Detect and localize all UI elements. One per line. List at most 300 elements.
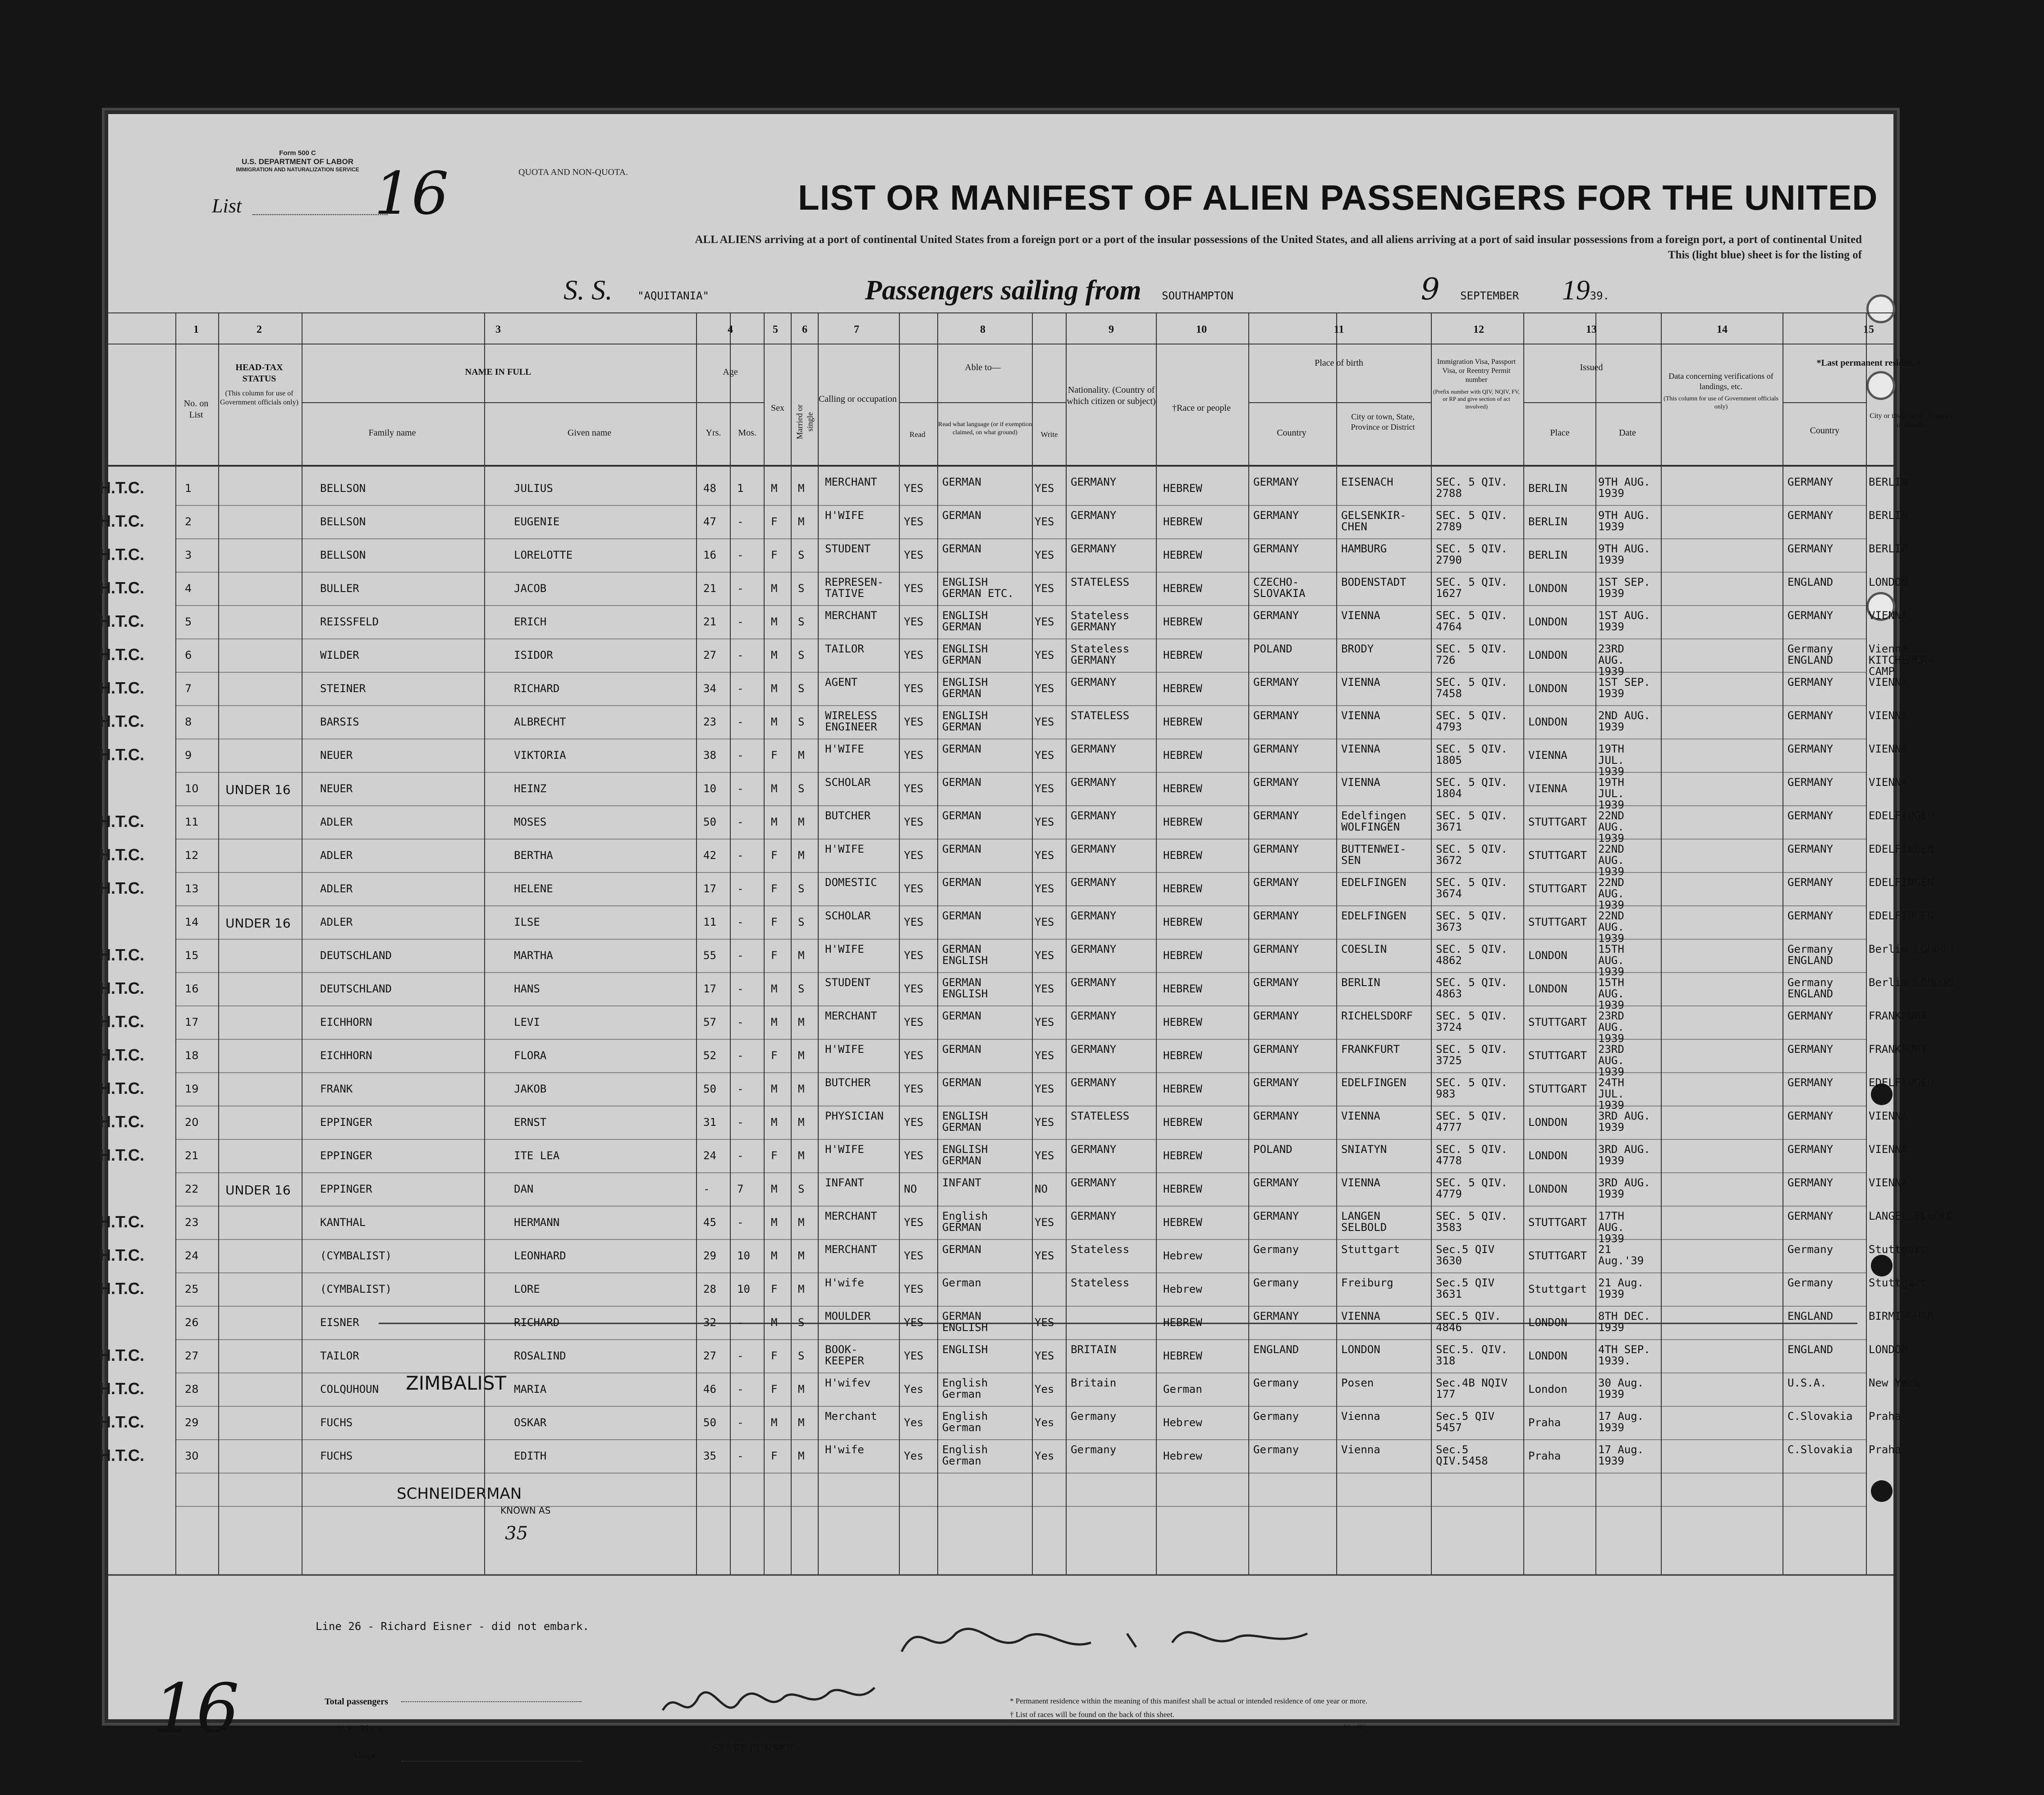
birth-country: GERMANY xyxy=(1253,476,1299,488)
race: HEBREW xyxy=(1163,1149,1202,1162)
age-years: 29 xyxy=(703,1249,716,1262)
can-write: YES xyxy=(1035,1083,1054,1095)
sex: F xyxy=(771,1450,778,1462)
can-read: YES xyxy=(904,1016,924,1028)
family-name: BULLER xyxy=(320,582,359,595)
read-language: GERMAN ENGLISH xyxy=(942,1310,988,1334)
head-tax-status: UNDER 16 xyxy=(225,916,291,931)
age-years: 50 xyxy=(703,1083,716,1095)
race: HEBREW xyxy=(1163,716,1202,728)
htc-stamp: H.T.C. xyxy=(99,1146,145,1164)
can-read: YES xyxy=(904,1116,924,1129)
sex: F xyxy=(771,882,778,895)
given-name: JACOB xyxy=(514,582,547,595)
residence-country: GERMANY xyxy=(1787,609,1833,622)
residence-city: EDELFINGEN xyxy=(1869,1076,1934,1089)
race: HEBREW xyxy=(1163,549,1202,561)
family-name: BARSIS xyxy=(320,716,359,728)
birth-city: SNIATYN xyxy=(1341,1143,1387,1156)
birth-country: GERMANY xyxy=(1253,1110,1299,1122)
marital-status: M xyxy=(798,1116,805,1129)
row-number: 7 xyxy=(185,682,192,695)
header-no-on-list: No. on List xyxy=(183,399,209,420)
residence-country: Germany ENGLAND xyxy=(1787,643,1833,667)
birth-country: GERMANY xyxy=(1253,676,1299,689)
age-months: - xyxy=(737,882,744,895)
residence-city: EDELFINGEN xyxy=(1869,876,1934,889)
age-years: 27 xyxy=(703,649,716,661)
birth-country: GERMANY xyxy=(1253,709,1299,722)
issued-place: Stuttgart xyxy=(1528,1283,1587,1295)
column-number: 12 xyxy=(1473,324,1484,335)
read-language: GERMAN xyxy=(942,1243,981,1256)
birth-country: GERMANY xyxy=(1253,809,1299,822)
family-name: REISSFELD xyxy=(320,615,379,628)
table-row xyxy=(99,808,1934,845)
age-years: 23 xyxy=(703,716,716,728)
occupation: AGENT xyxy=(825,676,858,689)
given-name: RICHARD xyxy=(514,1316,560,1329)
table-row xyxy=(99,1142,1908,1175)
visa-number: SEC. 5 QIV. 2788 xyxy=(1436,476,1508,500)
row-number: 1 xyxy=(185,482,192,495)
residence-country: ENGLAND xyxy=(1787,576,1833,588)
header-yrs: Yrs. xyxy=(706,428,721,438)
header-issued-place: Place xyxy=(1550,428,1570,438)
residence-country: C.Slovakia xyxy=(1787,1410,1853,1423)
issued-date: 1ST SEP. 1939 xyxy=(1598,576,1650,600)
marital-status: S xyxy=(798,982,805,995)
can-read: YES xyxy=(904,749,924,762)
birth-country: Germany xyxy=(1253,1276,1299,1289)
race: HEBREW xyxy=(1163,515,1202,528)
age-years: 55 xyxy=(703,949,716,962)
age-years: 46 xyxy=(703,1383,716,1396)
issued-place: VIENNA xyxy=(1528,749,1567,762)
visa-number: SEC. 5 QIV. 3724 xyxy=(1436,1010,1508,1034)
table-row xyxy=(99,508,1908,542)
residence-city: New York xyxy=(1869,1377,1921,1389)
sex: M xyxy=(771,1116,778,1129)
can-write: YES xyxy=(1035,949,1054,962)
birth-country: GERMANY xyxy=(1253,609,1299,622)
can-write: YES xyxy=(1035,1316,1054,1329)
sex: M xyxy=(771,682,778,695)
header-given-name: Given name xyxy=(567,428,612,438)
occupation: H'WIFE xyxy=(825,1043,864,1056)
issued-date: 9TH AUG. 1939 xyxy=(1598,542,1650,567)
table-row xyxy=(108,1175,1908,1209)
can-read: YES xyxy=(904,916,924,928)
column-number: 11 xyxy=(1334,324,1344,335)
issued-place: LONDON xyxy=(1528,1116,1567,1129)
occupation: PHYSICIAN xyxy=(825,1110,884,1122)
residence-country: GERMANY xyxy=(1787,1076,1833,1089)
table-row xyxy=(99,542,1908,575)
marital-status: M xyxy=(798,1216,805,1229)
can-write: YES xyxy=(1035,582,1054,595)
htc-stamp: H.T.C. xyxy=(99,645,145,664)
birth-city: Edelfingen WOLFINGEN xyxy=(1341,809,1407,834)
age-months: - xyxy=(737,1016,744,1028)
can-read: YES xyxy=(904,849,924,862)
sex: F xyxy=(771,515,778,528)
subtitle-line-2: This (light blue) sheet is for the listing of xyxy=(1668,248,1862,261)
issued-date: 21 Aug.'39 xyxy=(1598,1243,1644,1267)
ss-label: S. S. xyxy=(564,275,613,306)
staff-purser-label: STAFF PURSER. xyxy=(712,1742,797,1755)
age-years: 38 xyxy=(703,749,716,762)
given-name: MARTHA xyxy=(514,949,553,962)
issued-date: 3RD AUG. 1939 xyxy=(1598,1176,1650,1201)
htc-stamp: H.T.C. xyxy=(99,679,145,697)
read-language: GERMAN ENGLISH xyxy=(942,976,988,1001)
can-read: NO xyxy=(904,1183,917,1195)
table-row xyxy=(99,875,1934,912)
htc-stamp: H.T.C. xyxy=(99,1079,145,1097)
can-write: YES xyxy=(1035,515,1054,528)
issued-place: BERLIN xyxy=(1528,549,1567,561)
race: HEBREW xyxy=(1163,1350,1202,1362)
issued-date: 9TH AUG. 1939 xyxy=(1598,509,1650,533)
birth-country: GERMANY xyxy=(1253,943,1299,955)
nationality: GERMANY xyxy=(1071,509,1117,522)
family-name: EPPINGER xyxy=(320,1183,372,1195)
family-name: BELLSON xyxy=(320,482,366,495)
row-number: 16 xyxy=(185,982,199,995)
table-row xyxy=(99,1009,1928,1045)
occupation: MERCHANT xyxy=(825,1210,877,1222)
issued-place: Praha xyxy=(1528,1450,1561,1462)
header-place-of-birth: Place of birth xyxy=(1315,358,1363,368)
sailing-month: SEPTEMBER xyxy=(1460,289,1519,302)
visa-number: Sec.5 QIV 5457 xyxy=(1436,1410,1495,1434)
sex: M xyxy=(771,1183,778,1195)
htc-stamp: H.T.C. xyxy=(99,545,145,564)
row-number: 10 xyxy=(185,782,199,795)
family-name: EPPINGER xyxy=(320,1149,372,1162)
residence-country: GERMANY xyxy=(1787,809,1833,822)
row-number: 4 xyxy=(185,582,192,595)
occupation: Merchant xyxy=(825,1410,877,1423)
residence-city: VIENNA xyxy=(1869,1143,1908,1156)
can-read: YES xyxy=(904,949,924,962)
read-language: GERMAN xyxy=(942,876,981,889)
can-write: YES xyxy=(1035,816,1054,828)
table-row xyxy=(99,575,1908,608)
list-label: List xyxy=(212,195,242,217)
birth-city: EISENACH xyxy=(1341,476,1393,488)
table-row xyxy=(108,909,1934,945)
residence-country: GERMANY xyxy=(1787,743,1833,755)
row-number: 5 xyxy=(185,615,192,628)
issued-place: LONDON xyxy=(1528,1350,1567,1362)
visa-number: SEC. 5 QIV. 4793 xyxy=(1436,709,1508,734)
visa-number: SEC.5 QIV. 4846 xyxy=(1436,1310,1501,1334)
age-months: - xyxy=(737,716,744,728)
nationality: GERMANY xyxy=(1071,1043,1117,1056)
department: U.S. DEPARTMENT OF LABOR xyxy=(241,157,354,166)
issued-date: 22ND AUG. 1939 xyxy=(1598,909,1624,945)
family-name: FRANK xyxy=(320,1083,353,1095)
read-language: ENGLISH GERMAN xyxy=(942,609,988,634)
birth-city: BERLIN xyxy=(1341,976,1380,989)
birth-country: GERMANY xyxy=(1253,843,1299,855)
table-row xyxy=(99,1075,1934,1112)
issued-place: LONDON xyxy=(1528,982,1567,995)
occupation: SCHOLAR xyxy=(825,776,871,789)
passenger-table xyxy=(99,312,1953,1652)
residence-city: Stuttgart xyxy=(1869,1243,1928,1256)
column-number: 8 xyxy=(980,324,985,335)
residence-country: GERMANY xyxy=(1787,676,1833,689)
family-name: COLQUHOUN xyxy=(320,1383,379,1396)
marital-status: S xyxy=(798,682,805,695)
family-name: TAILOR xyxy=(320,1350,359,1362)
issued-date: 15TH AUG. 1939 xyxy=(1598,943,1624,978)
occupation: H'wife xyxy=(825,1276,864,1289)
row-number: 17 xyxy=(185,1016,199,1028)
head-tax-status: UNDER 16 xyxy=(225,1183,291,1198)
header-read-language: Read what language (or if exemption claimed, on what ground) xyxy=(938,421,1032,436)
age-years: 11 xyxy=(703,916,716,928)
visa-number: SEC. 5 QIV. 1804 xyxy=(1436,776,1508,800)
annotation-zimbalist: ZIMBALIST xyxy=(406,1372,507,1394)
race: HEBREW xyxy=(1163,682,1202,695)
header-birth-city: City or town, State, Province or District xyxy=(1351,412,1415,432)
marital-status: M xyxy=(798,1249,805,1262)
header-head-tax-label: HEAD-TAX STATUS xyxy=(235,363,283,384)
age-years: 50 xyxy=(703,1416,716,1429)
age-months: - xyxy=(737,1149,744,1162)
can-write: Yes xyxy=(1035,1383,1054,1396)
read-language: GERMAN xyxy=(942,809,981,822)
age-months: 10 xyxy=(737,1249,750,1262)
age-months: - xyxy=(737,1216,744,1229)
us-citizens-label: U.S. citizens xyxy=(338,1724,385,1734)
issued-date: 30 Aug. 1939 xyxy=(1598,1377,1644,1401)
htc-stamp: H.T.C. xyxy=(99,512,145,530)
issued-place: STUTTGART xyxy=(1528,882,1587,895)
family-name: STEINER xyxy=(320,682,366,695)
occupation: BUTCHER xyxy=(825,809,871,822)
table-row xyxy=(99,942,1953,978)
row-number: 12 xyxy=(185,849,199,862)
nationality: GERMANY xyxy=(1071,776,1117,789)
age-years: 21 xyxy=(703,582,716,595)
purser-signature xyxy=(649,1661,920,1751)
can-write: YES xyxy=(1035,1149,1054,1162)
nationality: Germany xyxy=(1071,1443,1117,1456)
issued-place: LONDON xyxy=(1528,649,1567,661)
header-landing-label: Data concerning verifications of landings, etc. xyxy=(1668,372,1774,391)
read-language: ENGLISH GERMAN xyxy=(942,643,988,667)
age-years: 24 xyxy=(703,1149,716,1162)
can-read: YES xyxy=(904,1350,924,1362)
table-row xyxy=(99,1409,1902,1442)
birth-country: GERMANY xyxy=(1253,1176,1299,1189)
residence-country: GERMANY xyxy=(1787,909,1833,922)
issued-date: 17 Aug. 1939 xyxy=(1598,1443,1644,1468)
given-name: ERNST xyxy=(514,1116,547,1129)
can-read: Yes xyxy=(904,1416,924,1429)
sex: M xyxy=(771,982,778,995)
birth-city: BRODY xyxy=(1341,643,1374,655)
visa-number: SEC. 5 QIV. 983 xyxy=(1436,1076,1508,1101)
given-name: LORELOTTE xyxy=(514,549,573,561)
htc-stamp: H.T.C. xyxy=(99,812,145,831)
table-row xyxy=(99,1042,1928,1079)
nationality: GERMANY xyxy=(1071,909,1117,922)
read-language: GERMAN xyxy=(942,542,981,555)
given-name: HERMANN xyxy=(514,1216,560,1229)
residence-city: BERLIN xyxy=(1869,542,1908,555)
can-write: YES xyxy=(1035,716,1054,728)
issued-date: 1ST AUG. 1939 xyxy=(1598,609,1650,634)
ship-name: "AQUITANIA" xyxy=(637,289,709,302)
race: Hebrew xyxy=(1163,1283,1202,1295)
can-read: YES xyxy=(904,782,924,795)
residence-country: ENGLAND xyxy=(1787,1343,1833,1356)
issued-place: LONDON xyxy=(1528,1149,1567,1162)
age-months: 7 xyxy=(737,1183,744,1195)
issued-date: 3RD AUG. 1939 xyxy=(1598,1143,1650,1167)
residence-city: EDELFINGEN xyxy=(1869,843,1934,855)
birth-country: Germany xyxy=(1253,1377,1299,1389)
race: HEBREW xyxy=(1163,582,1202,595)
residence-city: EDELFINGEN xyxy=(1869,809,1934,822)
header-res-country: Country xyxy=(1810,426,1840,436)
htc-stamp: H.T.C. xyxy=(99,946,145,964)
year-suffix: 39. xyxy=(1590,289,1610,302)
birth-country: POLAND xyxy=(1253,643,1292,655)
birth-country: GERMANY xyxy=(1253,876,1299,889)
given-name: LEVI xyxy=(514,1016,540,1028)
residence-country: Germany xyxy=(1787,1276,1833,1289)
age-months: - xyxy=(737,1416,744,1429)
race: Hebrew xyxy=(1163,1416,1202,1429)
can-read: YES xyxy=(904,1283,924,1295)
htc-stamp: H.T.C. xyxy=(99,1446,145,1464)
race: HEBREW xyxy=(1163,882,1202,895)
residence-city: Berlin LONDON xyxy=(1869,943,1953,955)
can-read: YES xyxy=(904,982,924,995)
read-language: INFANT xyxy=(942,1176,981,1189)
age-months: - xyxy=(737,515,744,528)
sex: F xyxy=(771,949,778,962)
race: HEBREW xyxy=(1163,1083,1202,1095)
header-calling: Calling or occupation xyxy=(818,394,897,404)
header-sex: Sex xyxy=(771,403,784,413)
htc-stamp: H.T.C. xyxy=(99,1012,145,1031)
row-number: 23 xyxy=(185,1216,199,1229)
birth-city: VIENNA xyxy=(1341,743,1380,755)
issued-place: STUTTGART xyxy=(1528,849,1587,862)
marital-status: M xyxy=(798,849,805,862)
htc-stamp: H.T.C. xyxy=(99,745,145,764)
sex: M xyxy=(771,649,778,661)
htc-stamp: H.T.C. xyxy=(99,1379,145,1398)
can-read: YES xyxy=(904,615,924,628)
nationality: GERMANY xyxy=(1071,809,1117,822)
residence-city: Praha xyxy=(1869,1443,1902,1456)
age-months: - xyxy=(737,1116,744,1129)
sex: M xyxy=(771,1016,778,1028)
birth-city: Vienna xyxy=(1341,1443,1380,1456)
header-mos: Mos. xyxy=(738,428,756,438)
header-nationality: Nationality. (Country of which citizen or subject) xyxy=(1067,385,1156,406)
column-number: 3 xyxy=(495,324,501,335)
visa-number: Sec.5 QIV 3630 xyxy=(1436,1243,1495,1267)
residence-country: GERMANY xyxy=(1787,1176,1833,1189)
sailing-label: Passengers sailing from xyxy=(865,275,1141,306)
visa-number: SEC. 5 QIV. 4777 xyxy=(1436,1110,1508,1134)
occupation: H'WIFE xyxy=(825,943,864,955)
header-visa-label: Immigration Visa, Passport Visa, or Reentry Permit number xyxy=(1437,358,1516,384)
htc-stamp: H.T.C. xyxy=(99,1413,145,1431)
visa-number: SEC. 5 QIV. 3674 xyxy=(1436,876,1508,900)
residence-country: GERMANY xyxy=(1787,1010,1833,1022)
htc-stamp: H.T.C. xyxy=(99,1046,145,1064)
issued-place: LONDON xyxy=(1528,615,1567,628)
can-write: YES xyxy=(1035,1016,1054,1028)
marital-status: S xyxy=(798,549,805,561)
given-name: MOSES xyxy=(514,816,547,828)
age-years: - xyxy=(703,1183,710,1195)
birth-country: Germany xyxy=(1253,1410,1299,1423)
occupation: H'WIFE xyxy=(825,509,864,522)
visa-number: SEC. 5 QIV. 4863 xyxy=(1436,976,1508,1001)
residence-city: VIENNA xyxy=(1869,1176,1908,1189)
issued-place: VIENNA xyxy=(1528,782,1567,795)
issued-date: 19TH JUL. 1939 xyxy=(1598,743,1624,778)
birth-city: VIENNA xyxy=(1341,676,1380,689)
race: HEBREW xyxy=(1163,982,1202,995)
htc-stamp: H.T.C. xyxy=(99,578,145,597)
birth-country: POLAND xyxy=(1253,1143,1292,1156)
row-number: 13 xyxy=(185,882,199,895)
sex: M xyxy=(771,1249,778,1262)
occupation: H'WIFE xyxy=(825,743,864,755)
can-read: YES xyxy=(904,1249,924,1262)
occupation: MERCHANT xyxy=(825,609,877,622)
birth-city: EDELFINGEN xyxy=(1341,909,1407,922)
table-row xyxy=(99,975,1953,1012)
read-language: GERMAN xyxy=(942,476,981,488)
read-language: English German xyxy=(942,1377,988,1401)
can-write: YES xyxy=(1035,615,1054,628)
marital-status: M xyxy=(798,1083,805,1095)
given-name: LORE xyxy=(514,1283,540,1295)
column-number: 2 xyxy=(257,324,262,335)
birth-city: VIENNA xyxy=(1341,1176,1380,1189)
birth-city: RICHELSDORF xyxy=(1341,1010,1413,1022)
can-write: YES xyxy=(1035,849,1054,862)
race: HEBREW xyxy=(1163,615,1202,628)
row-number: 15 xyxy=(185,949,199,962)
birth-city: VIENNA xyxy=(1341,1110,1380,1122)
birth-country: Germany xyxy=(1253,1443,1299,1456)
issued-date: 24TH JUL. 1939 xyxy=(1598,1076,1624,1112)
can-write: YES xyxy=(1035,549,1054,561)
issued-date: 22ND AUG. 1939 xyxy=(1598,876,1624,912)
issued-date: 8TH DEC. 1939 xyxy=(1598,1310,1650,1334)
issued-date: 1ST SEP. 1939 xyxy=(1598,676,1650,700)
table-row xyxy=(99,1442,1902,1476)
age-months: - xyxy=(737,849,744,862)
list-number: 16 xyxy=(374,159,449,228)
nationality: Stateless GERMANY xyxy=(1071,643,1130,667)
